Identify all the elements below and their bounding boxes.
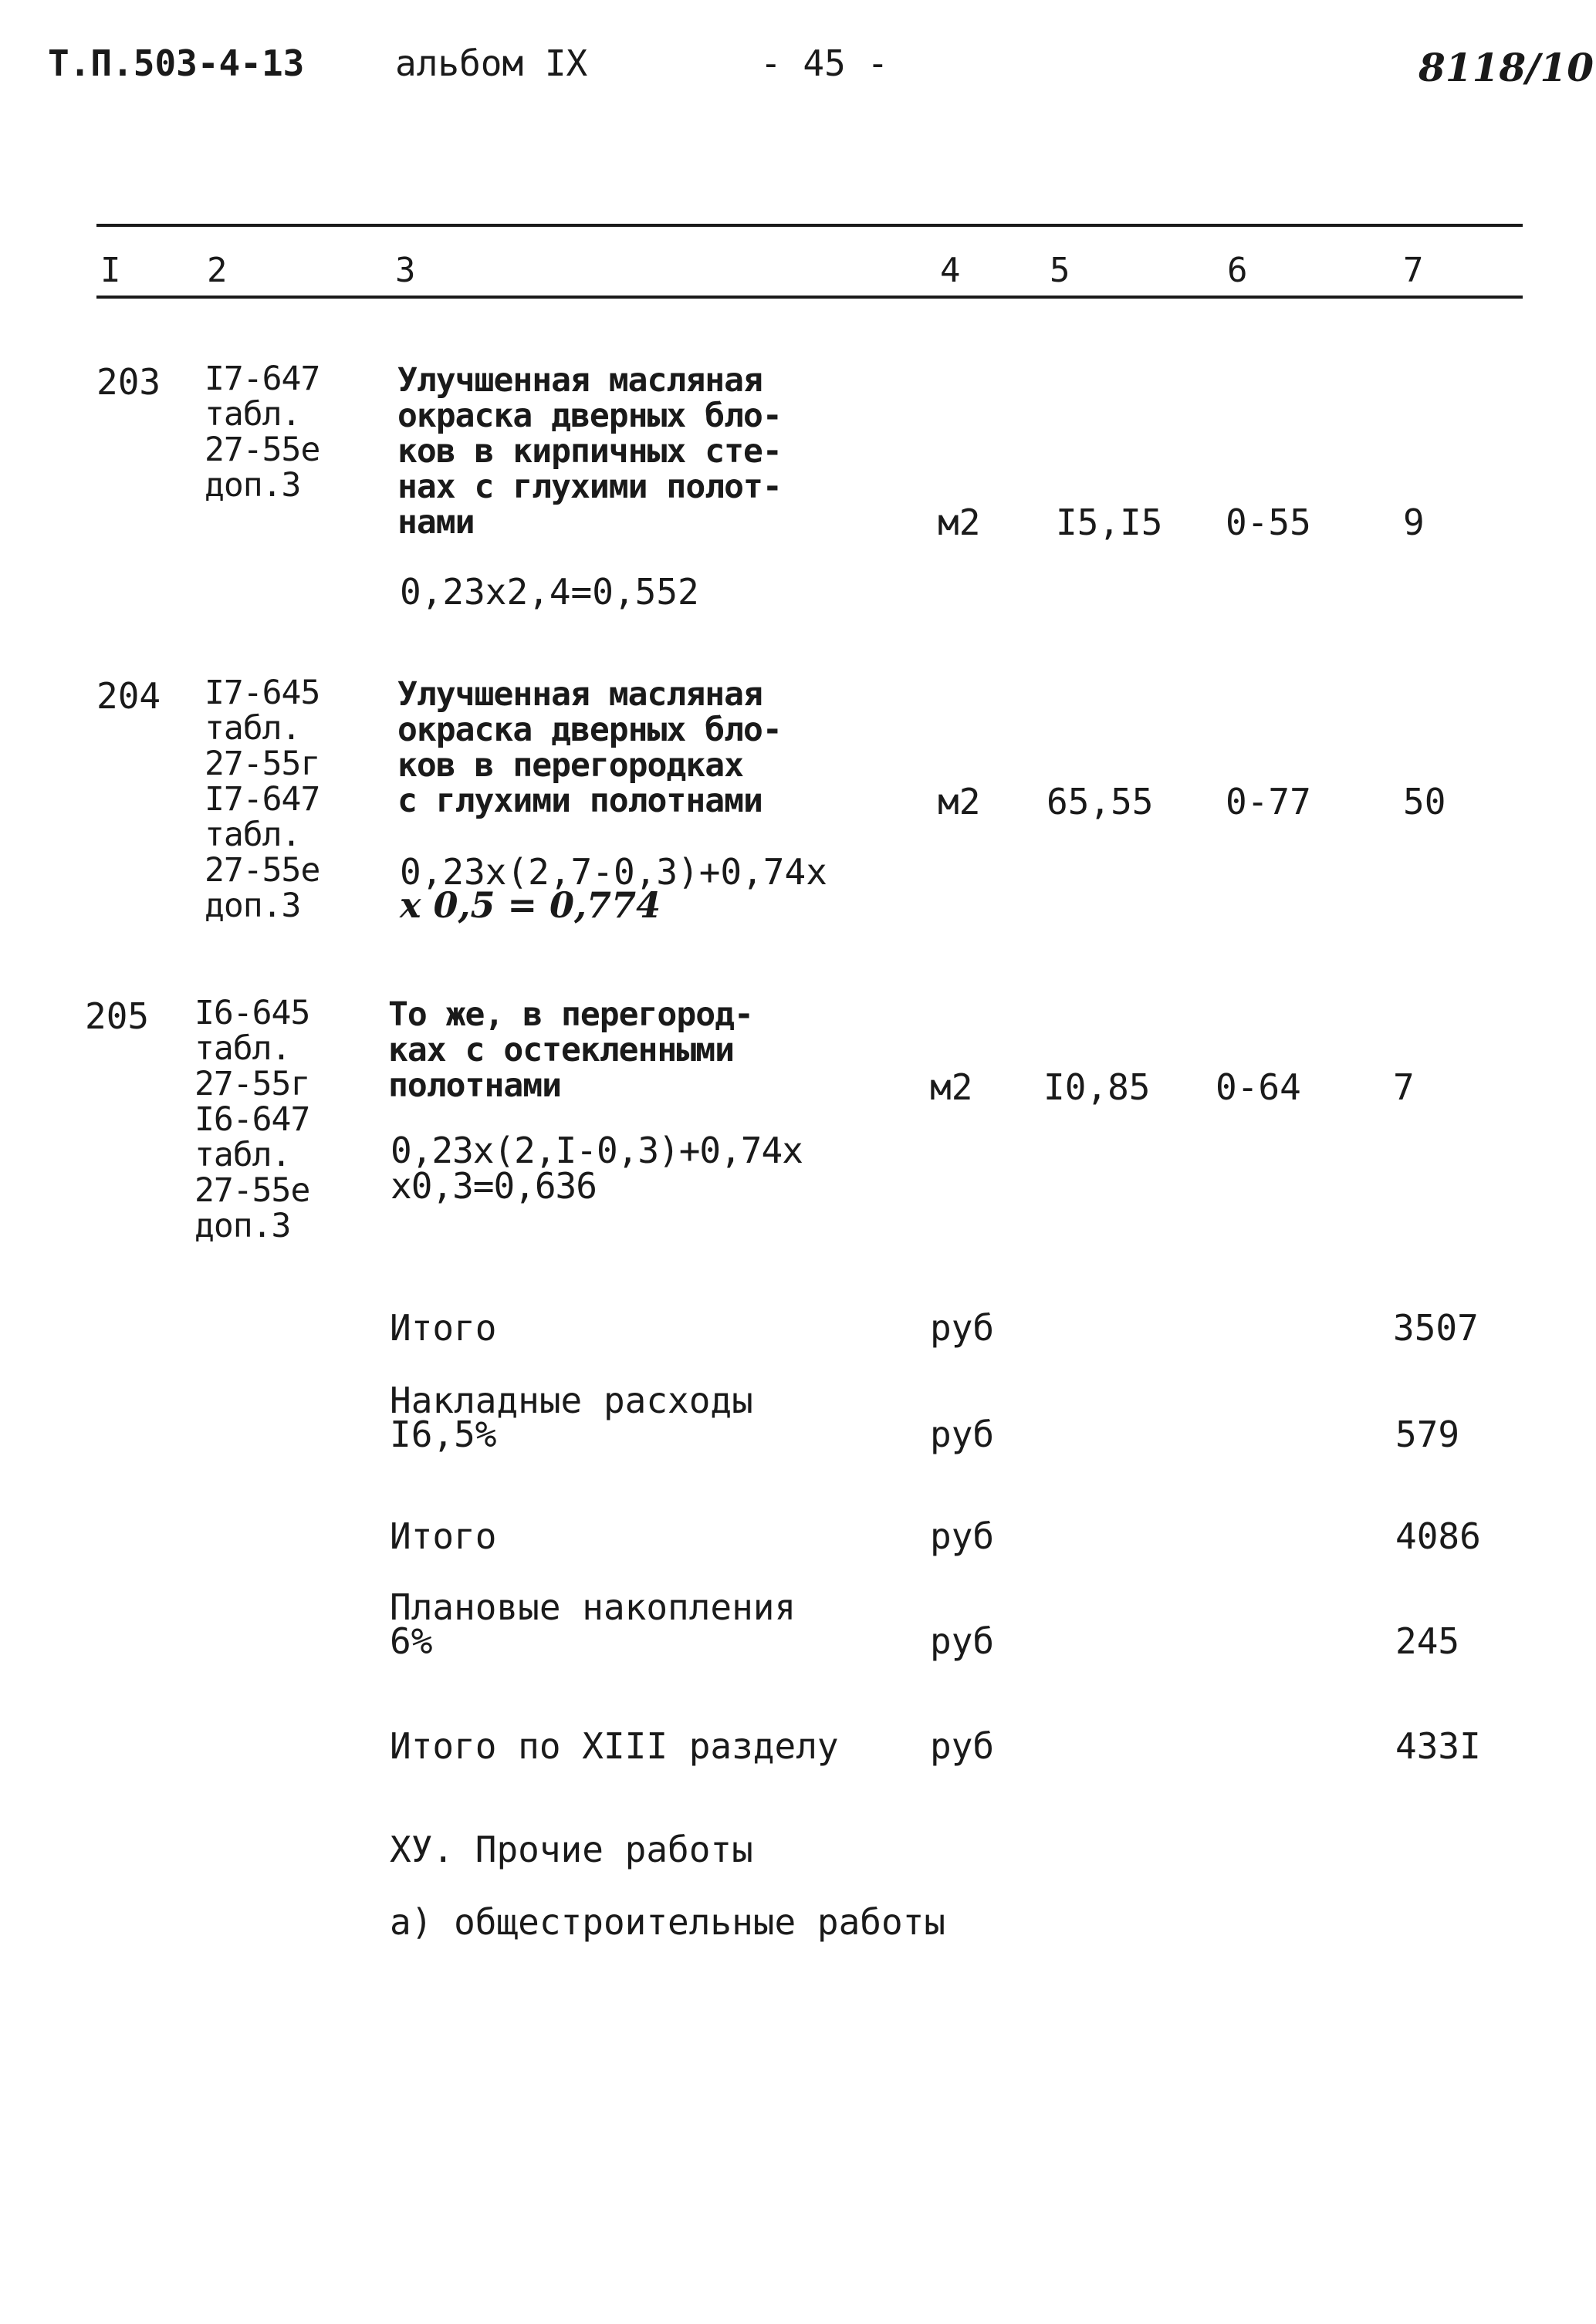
summary-value: 3507 bbox=[1393, 1307, 1479, 1349]
norm-reference: I7-645 табл. 27-55г I7-647 табл. 27-55е доп.3 bbox=[205, 674, 320, 925]
row-number: 205 bbox=[85, 995, 150, 1037]
quantity: I0,85 bbox=[1043, 1066, 1151, 1108]
page-number: - 45 - bbox=[760, 42, 889, 84]
summary-value: 579 bbox=[1395, 1414, 1460, 1455]
summary-unit: руб bbox=[930, 1307, 995, 1349]
column-header-5: 5 bbox=[1050, 251, 1070, 290]
table-header-rule bbox=[96, 296, 1523, 299]
work-description: Улучшенная масляная окраска дверных бло- ков в кирпичных сте- нах с глухими полот- нами bbox=[397, 361, 782, 542]
summary-label: Плановые накопления bbox=[390, 1586, 796, 1628]
column-header-2: 2 bbox=[207, 251, 228, 290]
quantity: I5,I5 bbox=[1056, 502, 1163, 543]
column-header-3: 3 bbox=[395, 251, 416, 290]
column-header-1: I bbox=[100, 251, 121, 290]
norm-reference: I6-645 табл. 27-55г I6-647 табл. 27-55е доп.3 bbox=[194, 994, 310, 1245]
quantity: 65,55 bbox=[1047, 781, 1154, 823]
work-description: То же, в перегород- ках с остекленными полотнами bbox=[388, 995, 753, 1105]
row-total: 50 bbox=[1403, 781, 1446, 823]
column-header-6: 6 bbox=[1227, 251, 1248, 290]
unit: м2 bbox=[938, 502, 981, 543]
unit-price: 0-77 bbox=[1226, 781, 1311, 823]
summary-value: 433I bbox=[1395, 1725, 1481, 1767]
quantity-formula: 0,23х(2,I-0,3)+0,74х х0,3=0,636 bbox=[391, 1130, 803, 1207]
row-total: 9 bbox=[1403, 502, 1425, 543]
sheet-number: 8118/10 bbox=[1418, 45, 1594, 90]
row-number: 203 bbox=[96, 361, 161, 403]
column-header-4: 4 bbox=[940, 251, 961, 290]
summary-label: Накладные расходы bbox=[390, 1380, 753, 1421]
summary-unit: руб bbox=[930, 1515, 995, 1557]
summary-unit: руб bbox=[930, 1725, 995, 1767]
row-total: 7 bbox=[1393, 1066, 1415, 1108]
quantity-formula: 0,23х(2,7-0,3)+0,74х bbox=[400, 851, 827, 893]
summary-label: Итого bbox=[390, 1515, 497, 1557]
section-title: ХУ. Прочие работы bbox=[390, 1829, 753, 1870]
column-header-7: 7 bbox=[1403, 251, 1424, 290]
summary-label-extra: I6,5% bbox=[390, 1414, 497, 1455]
unit: м2 bbox=[930, 1066, 973, 1108]
album-label: альбом IX bbox=[395, 42, 588, 84]
handwritten-formula: х 0,5 = 0,774 bbox=[400, 884, 661, 926]
section-subtitle: а) общестроительные работы bbox=[390, 1901, 946, 1943]
quantity-formula: 0,23х2,4=0,552 bbox=[400, 571, 699, 613]
summary-label-extra: 6% bbox=[390, 1620, 433, 1662]
summary-value: 245 bbox=[1395, 1620, 1460, 1662]
unit: м2 bbox=[938, 781, 981, 823]
row-number: 204 bbox=[96, 675, 161, 717]
norm-reference: I7-647 табл. 27-55е доп.3 bbox=[205, 360, 320, 505]
document-code: Т.П.503-4-13 bbox=[48, 42, 305, 84]
summary-label: Итого bbox=[390, 1307, 497, 1349]
summary-label: Итого по XIII разделу bbox=[390, 1725, 839, 1767]
summary-unit: руб bbox=[930, 1414, 995, 1455]
unit-price: 0-55 bbox=[1226, 502, 1311, 543]
summary-unit: руб bbox=[930, 1620, 995, 1662]
unit-price: 0-64 bbox=[1216, 1066, 1301, 1108]
summary-value: 4086 bbox=[1395, 1515, 1481, 1557]
work-description: Улучшенная масляная окраска дверных бло- ков в перегородках с глухими полотнами bbox=[397, 675, 782, 820]
table-top-rule bbox=[96, 224, 1523, 227]
